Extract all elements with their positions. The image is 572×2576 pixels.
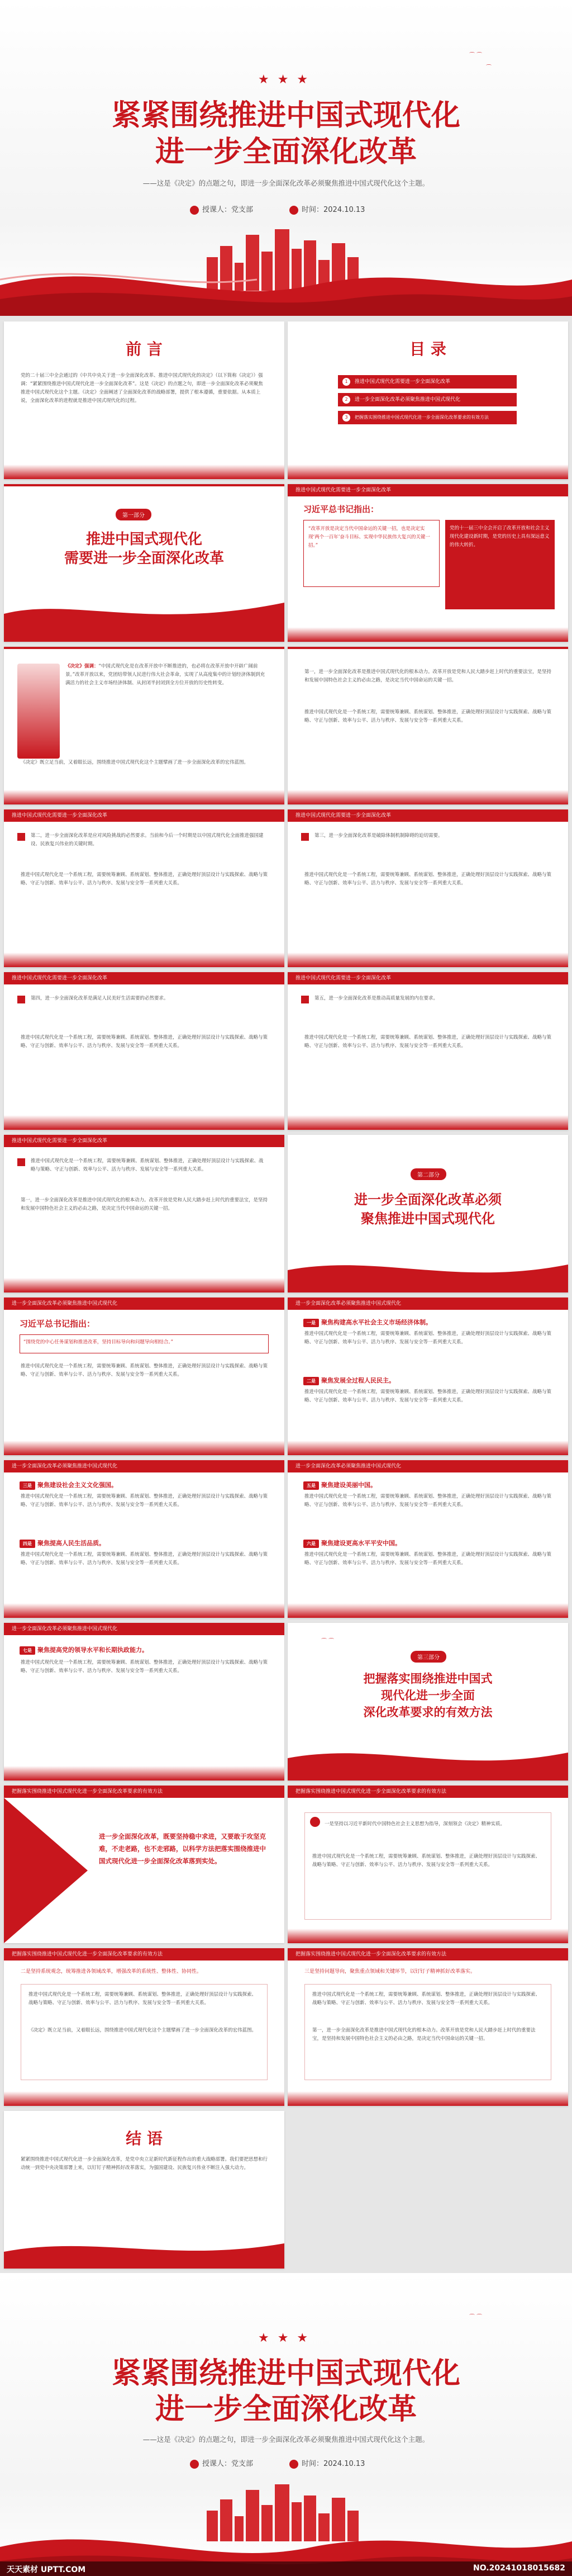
bird-icon: ⌒ ⌒ (469, 53, 483, 59)
person-icon (190, 2460, 199, 2469)
closing-title-2: 进一步全面深化改革 (155, 2393, 417, 2426)
slide-wave (288, 1603, 568, 1618)
first-text: 第一，进一步全面深化改革是推进中国式现代化的根本动力。改革开放是党和人民大踏步赶上时代的重要法宝，是坚持和发展中国特色社会主义的必由之路，是决定当代中国命运的关键一招。 (21, 1197, 268, 1211)
header-bar: 进一步全面深化改革必须聚焦推进中国式现代化 (4, 1460, 284, 1472)
clock-icon (289, 206, 298, 215)
method-quote-text: 进一步全面深化改革，既要坚持稳中求进，又要敢于攻坚克难，不走老路，也不走邪路，以科学方法把落实围绕推进中国式现代化进一步全面深化改革落到实处。 (99, 1832, 266, 1865)
toc-num-2: 2 (342, 396, 350, 404)
date-value: 2024.10.13 (323, 2460, 365, 2468)
body-text: 推进中国式现代化是一个系统工程，需要统筹兼顾、系统谋划、整体推进，正确处理好顶层设计与实践探索、战略与策略、守正与创新、效率与公平、活力与秩序、发展与安全等一系列重大关系。 (304, 872, 552, 886)
closing-cover-slide (0, 2273, 572, 2576)
toc-item-label: 推进中国式现代化需要进一步全面深化改革 (355, 379, 451, 385)
slide-wave (288, 1441, 568, 1455)
speaker-label: 授课人： (202, 2460, 232, 2468)
slide-wave (4, 1278, 284, 1292)
slide-wave (4, 2091, 284, 2106)
body-slide (4, 1135, 284, 1292)
cover-title-1: 紧紧围绕推进中国式现代化 (111, 99, 460, 132)
cover-title-2: 进一步全面深化改革 (155, 135, 417, 169)
body-text: 推进中国式现代化是一个系统工程，需要统筹兼顾、系统谋划、整体推进，正确处理好顶层设计与实践探索、战略与策略、守正与创新、效率与公平、活力与秩序、发展与安全等一系列重大关系。 (304, 1331, 552, 1345)
slide-wave (4, 1603, 284, 1618)
header-bar: 进一步全面深化改革必须聚焦推进中国式现代化 (4, 1298, 284, 1310)
item-tag: 五是 (303, 1481, 319, 1490)
part1-slide (4, 484, 284, 642)
decision-body: “中国式现代化是在改革开放中不断推进的，也必将在改革开放中开辟广阔前景。”改革开放以来，党团结带领人民进行伟大社会革命，实现了从高度集中的计划经济体制到充满活力的社会主义市场经济体制、从封闭半封闭到全方位开放的历史性转变。 (65, 664, 265, 686)
item-7-slide (4, 1623, 284, 1781)
part1-title-2: 需要进一步全面深化改革 (64, 550, 224, 567)
header-bar: 进一步全面深化改革必须聚焦推进中国式现代化 (4, 1623, 284, 1635)
top-bar (288, 647, 568, 649)
item-tag: 六是 (303, 1540, 319, 1548)
quote-mark-icon (17, 833, 25, 841)
header-bar: 把握落实围绕推进中国式现代化进一步全面深化改革要求的有效方法 (288, 1948, 568, 1961)
red-ribbon-icon (288, 1253, 568, 1292)
red-ribbon-icon (4, 2235, 284, 2269)
bird-icon: ⌒ ⌒ (469, 2314, 483, 2321)
method1-text: 一是坚持以习近平新时代中国特色社会主义思想为指导，深刻领会《决定》精神实质。 (325, 1821, 506, 1827)
quote-mark-icon (17, 996, 25, 1003)
preface-slide (4, 321, 284, 479)
slide-wave (4, 953, 284, 967)
slide-wave (288, 1115, 568, 1130)
body-text: 推进中国式现代化是一个系统工程，需要统筹兼顾、系统谋划、整体推进，正确处理好顶层设计与实践探索、战略与策略、守正与创新、效率与公平、活力与秩序、发展与安全等一系列重大关系。 (312, 1854, 541, 1868)
slide-wave (288, 627, 568, 642)
first-text: 第一，进一步全面深化改革是推进中国式现代化的根本动力。改革开放是党和人民大踏步赶上时代的重要法宝，是坚持和发展中国特色社会主义的必由之路，是决定当代中国命运的关键一招。 (312, 2028, 536, 2042)
stars-icon: ★ ★ ★ (258, 73, 311, 87)
red-ribbon-icon (4, 591, 284, 642)
speaker-value: 党支部 (231, 206, 254, 214)
toc-num-3: 3 (342, 414, 350, 422)
clock-icon (289, 2460, 298, 2469)
slide-wave (4, 790, 284, 804)
part-badge: 第二部分 (411, 1168, 446, 1180)
slide-wave (4, 1441, 284, 1455)
items-5-6-slide (288, 1460, 568, 1618)
toc-title: 目 录 (409, 340, 446, 358)
method3-heading: 三是坚持问题导向，聚焦重点领域和关键环节，以钉钉子精神抓好改革落实。 (304, 1969, 476, 1974)
top-bar (4, 647, 284, 649)
header-bar: 推进中国式现代化需要进一步全面深化改革 (288, 484, 568, 496)
header-bar: 推进中国式现代化需要进一步全面深化改革 (4, 1135, 284, 1147)
header-bar: 推进中国式现代化需要进一步全面深化改革 (288, 809, 568, 822)
item-title: 聚焦构建高水平社会主义市场经济体制。 (321, 1319, 432, 1326)
cover-subtitle: ——这是《决定》的点题之句，即进一步全面深化改革必须聚焦推进中国式现代化这个主题。 (142, 179, 430, 187)
stars-icon: ★ ★ ★ (258, 2331, 311, 2345)
red-wedge-icon (4, 1798, 88, 1943)
item-title: 聚焦提高党的领导水平和长期执政能力。 (37, 1646, 148, 1654)
method-quote-slide (4, 1786, 284, 1943)
item-title: 聚焦建设更高水平平安中国。 (321, 1540, 401, 1547)
item-1 (303, 1318, 432, 1327)
header-bar: 把握落实围绕推进中国式现代化进一步全面深化改革要求的有效方法 (4, 1948, 284, 1961)
toc-item-1[interactable] (338, 375, 517, 389)
closing-title-1: 紧紧围绕推进中国式现代化 (111, 2357, 460, 2390)
slide-wave (4, 465, 284, 479)
date-value: 2024.10.13 (323, 206, 365, 214)
quote-box: “改革开放是决定当代中国命运的关键一招，也是决定实现‘两个一百年’奋斗目标、实现中华民族伟大复兴的关键一招。” (303, 520, 440, 587)
quote-box: “围绕党的中心任务谋划和推进改革，坚持目标导向和问题导向相结合。” (20, 1334, 269, 1353)
toc-item-3[interactable] (338, 411, 517, 424)
toc-slide (288, 321, 568, 479)
date-label: 时间： (302, 206, 324, 214)
watermark-right: NO.20241018015682 (473, 2564, 565, 2573)
body-text: 推进中国式现代化是一个系统工程，需要统筹兼顾、系统谋划、整体推进，正确处理好顶层设计与实践探索、战略与策略、守正与创新、效率与公平、活力与秩序、发展与安全等一系列重大关系。 (28, 1992, 257, 2006)
body-text: 推进中国式现代化是一个系统工程，需要统筹兼顾、系统谋划、整体推进，正确处理好顶层设计与实践探索、战略与策略、守正与创新、效率与公平、活力与秩序、发展与安全等一系列重大关系。 (21, 1552, 268, 1566)
body-text: 推进中国式现代化是一个系统工程，需要统筹兼顾、系统谋划、整体推进，正确处理好顶层设计与实践探索、战略与策略、守正与创新、效率与公平、活力与秩序、发展与安全等一系列重大关系。 (21, 1035, 268, 1049)
item-6 (303, 1538, 401, 1548)
quote-label: 习近平总书记指出： (303, 504, 379, 514)
decision-text-2: 《决定》既立足当前，又着眼长远，围绕推进中国式现代化这个主题擘画了进一步全面深化改革的宏伟蓝图。 (28, 2028, 257, 2033)
item-title: 聚焦建设美丽中国。 (321, 1481, 376, 1489)
quote2-slide (4, 1298, 284, 1455)
method3-slide (288, 1948, 568, 2106)
bird-icon: ⌒ (486, 65, 492, 71)
item-tag: 一是 (303, 1319, 319, 1327)
item-tag: 七是 (20, 1646, 35, 1655)
items-1-2-slide (288, 1298, 568, 1455)
method2-slide (4, 1948, 284, 2106)
part3-title-3: 深化改革要求的有效方法 (363, 1706, 493, 1719)
cover-slide (0, 0, 572, 316)
body-text: 推进中国式现代化是一个系统工程，需要统筹兼顾、系统谋划、整体推进，正确处理好顶层设计与实践探索、战略与策略、守正与创新、效率与公平、活力与秩序、发展与安全等一系列重大关系。 (21, 1363, 268, 1377)
red-ribbon-icon (0, 246, 572, 316)
fourth-slide (4, 972, 284, 1130)
speaker-value: 党支部 (231, 2460, 254, 2468)
body-text: 推进中国式现代化是一个系统工程，需要统筹兼顾、系统谋划、整体推进，正确处理好顶层设计与实践探索、战略与策略、守正与创新、效率与公平、活力与秩序、发展与安全等一系列重大关系。 (304, 709, 552, 723)
header-bar: 把握落实围绕推进中国式现代化进一步全面深化改革要求的有效方法 (288, 1786, 568, 1798)
body-text: 推进中国式现代化是一个系统工程，需要统筹兼顾、系统谋划、整体推进，正确处理好顶层设计与实践探索、战略与策略、守正与创新、效率与公平、活力与秩序、发展与安全等一系列重大关系。 (21, 1494, 268, 1508)
date-label: 时间： (302, 2460, 324, 2468)
part2-slide (288, 1135, 568, 1292)
body-text: 推进中国式现代化是一个系统工程，需要统筹兼顾、系统谋划、整体推进，正确处理好顶层设计与实践探索、战略与策略、守正与创新、效率与公平、活力与秩序、发展与安全等一系列重大关系。 (312, 1992, 541, 2006)
header-bar: 推进中国式现代化需要进一步全面深化改革 (288, 972, 568, 984)
items-3-4-slide (4, 1460, 284, 1618)
part3-title-2: 现代化进一步全面 (381, 1689, 475, 1702)
decision-lead: 《决定》强调： (65, 664, 99, 669)
slide-wave (4, 1766, 284, 1781)
watermark-left: 天天素材 UPTT.COM (7, 2565, 86, 2574)
header-bar: 推进中国式现代化需要进一步全面深化改革 (4, 972, 284, 984)
header-bar: 进一步全面深化改革必须聚焦推进中国式现代化 (288, 1460, 568, 1472)
header-bar: 把握落实围绕推进中国式现代化进一步全面深化改革要求的有效方法 (4, 1786, 284, 1798)
toc-num-1: 1 (342, 378, 350, 386)
part2-title-1: 进一步全面深化改革必须 (354, 1192, 502, 1208)
part3-slide (288, 1623, 568, 1781)
item-7 (20, 1645, 148, 1655)
decision-text-2: 《决定》既立足当前，又着眼长远，围绕推进中国式现代化这个主题擘画了进一步全面深化改革的宏伟蓝图。 (21, 760, 249, 765)
toc-item-label: 进一步全面深化改革必须聚焦推进中国式现代化 (355, 397, 461, 402)
item-3 (20, 1480, 117, 1490)
part2-title-2: 聚焦推进中国式现代化 (361, 1211, 495, 1227)
method2-heading: 二是坚持系统观念，统筹推进各领域改革，增强改革的系统性、整体性、协同性。 (21, 1969, 202, 1974)
body-text: 推进中国式现代化是一个系统工程，需要统筹兼顾、系统谋划、整体推进，正确处理好顶层设计与实践探索、战略与策略、守正与创新、效率与公平、活力与秩序、发展与安全等一系列重大关系。 (21, 1660, 268, 1674)
bird-icon: ⌒ ⌒ (321, 1639, 335, 1645)
preface-body: 党的二十届三中全会通过的《中共中央关于进一步全面深化改革、推进中国式现代化的决定》（以下简称《决定》）强调：“紧紧围绕推进中国式现代化进一步全面深化改革”。这是《决定》的点题之句，即进一步全面深化改革必须聚焦推进中国式现代化这个主题。《决定》全面阐述了全面深化改革的战略部署，提供了根本遵循，重要依据。从本质上说，全面深化改革的进程就是推进中国式现代化的过程。 (21, 373, 263, 404)
item-title: 聚焦建设社会主义文化强国。 (37, 1481, 117, 1489)
conclusion-body: 紧紧围绕推进中国式现代化进一步全面深化改革，是党中央立足新时代新征程作出的重大战略部署。我们要把思想和行动统一到党中央决策部署上来，以钉钉子精神抓好改革落实，为强国建设、民族复兴伟业不断注入强大动力。 (21, 2157, 268, 2171)
fourth-text: 第四，进一步全面深化改革是满足人民美好生活需要的必然要求。 (31, 996, 169, 1001)
speaker-line (190, 2457, 253, 2469)
part-badge: 第三部分 (411, 1651, 446, 1663)
slide-wave (288, 1929, 568, 1943)
part-badge: 第一部分 (116, 509, 151, 520)
closing-subtitle: ——这是《决定》的点题之句，即进一步全面深化改革必须聚焦推进中国式现代化这个主题。 (142, 2435, 430, 2444)
quote-mark-icon (17, 1158, 25, 1166)
part1-title-1: 推进中国式现代化 (85, 531, 202, 548)
first-text: 第一，进一步全面深化改革是推进中国式现代化的根本动力。改革开放是党和人民大踏步赶上时代的重要法宝，是坚持和发展中国特色社会主义的必由之路，是决定当代中国命运的关键一招。 (304, 669, 552, 683)
quote-mark-icon (310, 1817, 320, 1827)
toc-item-label: 把握落实围绕推进中国式现代化进一步全面深化改革要求的有效方法 (355, 415, 489, 420)
header-bar: 进一步全面深化改革必须聚焦推进中国式现代化 (288, 1298, 568, 1310)
item-title: 聚焦提高人民生活品质。 (37, 1540, 105, 1547)
quote-label: 习近平总书记指出： (20, 1319, 96, 1329)
third-text: 第三，进一步全面深化改革是破除体制机制障碍的迫切需要。 (314, 833, 443, 839)
preface-title: 前 言 (126, 340, 163, 358)
quote-mark-icon (301, 833, 309, 841)
body-text: 推进中国式现代化是一个系统工程，需要统筹兼顾、系统谋划、整体推进，正确处理好顶层设计与实践探索、战略与策略、守正与创新、效率与公平、活力与秩序、发展与安全等一系列重大关系。 (21, 872, 268, 886)
date-line (289, 2457, 365, 2469)
torch-icon (17, 664, 60, 759)
decision-slide (4, 647, 284, 804)
item-tag: 二是 (303, 1377, 319, 1385)
item-tag: 三是 (20, 1481, 35, 1490)
slide-wave (288, 2091, 568, 2106)
body-text: 推进中国式现代化是一个系统工程，需要统筹兼顾、系统谋划、整体推进，正确处理好顶层设计与实践探索、战略与策略、守正与创新、效率与公平、活力与秩序、发展与安全等一系列重大关系。 (304, 1035, 552, 1049)
item-5 (303, 1480, 376, 1490)
body-text: 推进中国式现代化是一个系统工程，需要统筹兼顾、系统谋划、整体推进，正确处理好顶层设计与实践探索、战略与策略、守正与创新、效率与公平、活力与秩序、发展与安全等一系列重大关系。 (304, 1552, 552, 1566)
decision-text (65, 662, 268, 688)
slide-wave (288, 953, 568, 967)
header-bar: 推进中国式现代化需要进一步全面深化改革 (4, 809, 284, 822)
person-icon (190, 206, 199, 215)
method1-slide (288, 1786, 568, 1943)
part3-title-1: 把握落实围绕推进中国式 (363, 1672, 493, 1685)
speaker-label: 授课人： (202, 206, 232, 214)
quote-mark-icon (301, 996, 309, 1003)
slide-wave (288, 465, 568, 479)
item-2 (303, 1376, 395, 1385)
third-slide (288, 809, 568, 967)
second-slide (4, 809, 284, 967)
conclusion-slide (4, 2111, 284, 2269)
fifth-text: 第五，进一步全面深化改革是推动高质量发展的内在要求。 (314, 996, 438, 1001)
quote1-slide (288, 484, 568, 642)
body-text: 推进中国式现代化是一个系统工程，需要统筹兼顾、系统谋划、整体推进，正确处理好顶层设计与实践探索、战略与策略、守正与创新、效率与公平、活力与秩序、发展与安全等一系列重大关系。 (31, 1158, 264, 1172)
item-tag: 四是 (20, 1540, 35, 1548)
body-text: 推进中国式现代化是一个系统工程，需要统筹兼顾、系统谋划、整体推进，正确处理好顶层设计与实践探索、战略与策略、守正与创新、效率与公平、活力与秩序、发展与安全等一系列重大关系。 (304, 1494, 552, 1508)
first-slide (288, 647, 568, 804)
body-text: 推进中国式现代化是一个系统工程，需要统筹兼顾、系统谋划、整体推进，正确处理好顶层设计与实践探索、战略与策略、守正与创新、效率与公平、活力与秩序、发展与安全等一系列重大关系。 (304, 1389, 552, 1403)
second-text: 第二，进一步全面深化改革是应对风险挑战的必然要求。当前和今后一个时期是以中国式现代化全面推进强国建设、民族复兴伟业的关键时期。 (31, 833, 264, 847)
toc-item-2[interactable] (338, 393, 517, 406)
watermark-bar (0, 2561, 572, 2576)
item-title: 聚焦发展全过程人民民主。 (321, 1377, 395, 1384)
conclusion-title: 结 语 (126, 2129, 163, 2148)
fifth-slide (288, 972, 568, 1130)
slide-wave (288, 790, 568, 804)
red-ribbon-icon (288, 1741, 568, 1781)
slide-wave (4, 1115, 284, 1130)
date-line (289, 203, 365, 215)
speaker-line (190, 203, 253, 215)
top-bar (4, 484, 284, 486)
item-4 (20, 1538, 105, 1548)
quote-side: 党的十一届三中全会开启了改革开放和社会主义现代化建设新时期，是党的历史上具有深远意义的伟大转折。 (445, 520, 555, 609)
